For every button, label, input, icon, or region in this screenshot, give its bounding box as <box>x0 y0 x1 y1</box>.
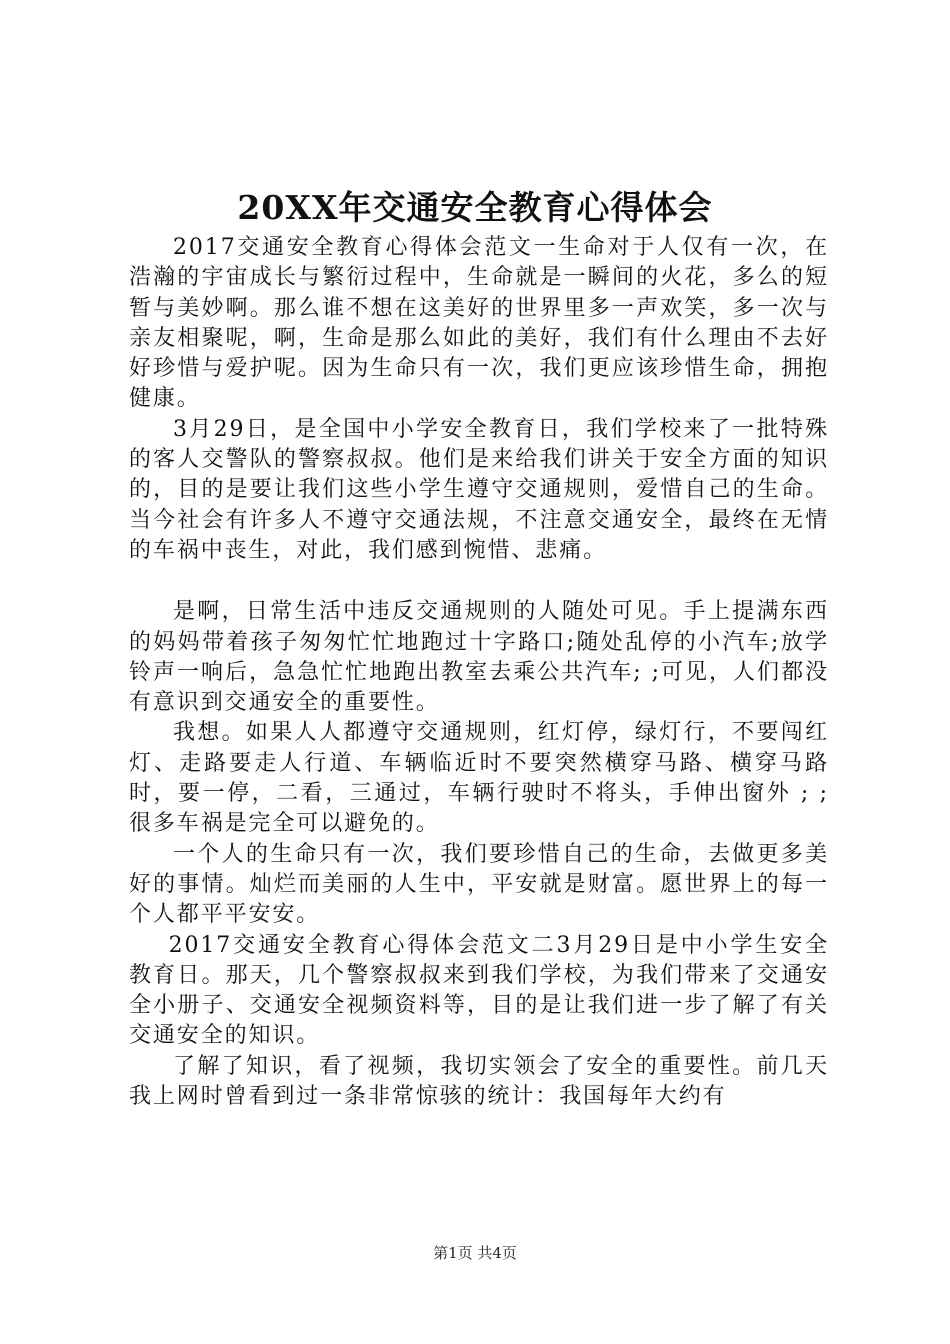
paragraph-4: 我想。如果人人都遵守交通规则，红灯停，绿灯行，不要闯红灯、走路要走人行道、车辆临近时不要突然横穿马路、横穿马路时，要一停，二看，三通过，车辆行驶时不将头，手伸出窗外 ; ;很多车祸是完全可以避免的。 <box>129 720 829 837</box>
paragraph-7: 了解了知识，看了视频，我切实领会了安全的重要性。前几天我上网时曾看到过一条非常惊骇的统计：我国每年大约有 <box>129 1053 829 1110</box>
paragraph-6: 2017交通安全教育心得体会范文二3月29日是中小学生安全教育日。那天，几个警察叔叔来到我们学校，为我们带来了交通安全小册子、交通安全视频资料等，目的是让我们进一步了解了有关交通安全的知识。 <box>129 932 829 1049</box>
document-body <box>129 233 829 1112</box>
paragraph-5: 一个人的生命只有一次，我们要珍惜自己的生命，去做更多美好的事情。灿烂而美丽的人生中，平安就是财富。愿世界上的每一个人都平平安安。 <box>129 841 829 928</box>
document-title: 20XX年交通安全教育心得体会 <box>237 188 713 227</box>
page-number-footer: 第1页 共4页 <box>433 1244 517 1262</box>
paragraph-1: 2017交通安全教育心得体会范文一生命对于人仅有一次，在浩瀚的宇宙成长与繁衍过程中，生命就是一瞬间的火花，多么的短暂与美妙啊。那么谁不想在这美好的世界里多一声欢笑，多一次与亲友相聚呢，啊，生命是那么如此的美好，我们有什么理由不去好好珍惜与爱护呢。因为生命只有一次，我们更应该珍惜生命，拥抱健康。 <box>129 235 829 412</box>
paragraph-2: 3月29日，是全国中小学安全教育日，我们学校来了一批特殊的客人交警队的警察叔叔。他们是来给我们讲关于安全方面的知识的，目的是要让我们这些小学生遵守交通规则，爱惜自己的生命。当今社会有许多人不遵守交通法规，不注意交通安全，最终在无情的车祸中丧生，对此，我们感到惋惜、悲痛。 <box>129 416 829 563</box>
paragraph-3: 是啊，日常生活中违反交通规则的人随处可见。手上提满东西的妈妈带着孩子匆匆忙忙地跑过十字路口;随处乱停的小汽车;放学铃声一响后，急急忙忙地跑出教室去乘公共汽车; ;可见，人们都没有意识到交通安全的重要性。 <box>129 599 829 716</box>
